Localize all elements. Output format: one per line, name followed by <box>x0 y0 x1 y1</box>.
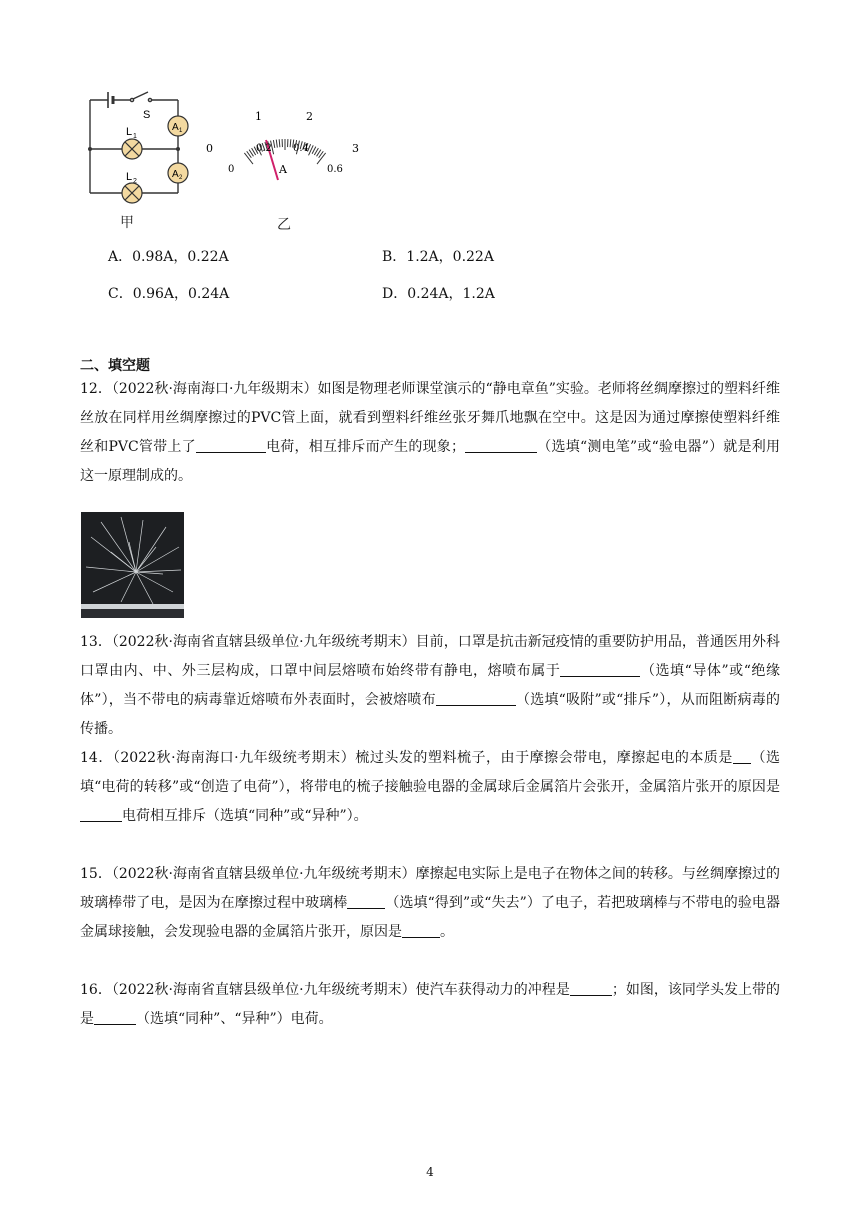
ammeter-dial <box>200 100 370 190</box>
meter-upper-tick-1: 1 <box>255 110 262 123</box>
svg-text:1: 1 <box>133 133 137 140</box>
meter-caption: 乙 <box>277 217 291 233</box>
meter-lower-tick-2: 0.4 <box>293 143 309 154</box>
section-title: 二、填空题 <box>80 358 150 374</box>
option-a: A．0.98A，0.22A <box>108 249 229 265</box>
ammeter1-label: A <box>172 122 179 133</box>
question-15: 15．（2022秋·海南省直辖县级单位·九年级统考期末）摩擦起电实际上是电子在物体之间的转移。与丝绸摩擦过的玻璃棒带了电，是因为在摩擦过程中玻璃棒 （选填“得到”或“失去”）了电子，若把玻璃棒与不带电的验电器金属球接触，会发现验电器的金属箔片张开，原因是 。 <box>80 866 780 940</box>
blank <box>465 438 537 453</box>
blank <box>436 691 516 706</box>
blank <box>196 438 266 453</box>
question-12: 12．（2022秋·海南海口·九年级期末）如图是物理老师课堂演示的“静电章鱼”实验。老师将丝绸摩擦过的塑料纤维丝放在同样用丝绸摩擦过的PVC管上面，就看到塑料纤维丝张牙舞爪地飘在空中。这是因为通过摩擦使塑料纤维丝和PVC管带上了 电荷，相互排斥而产生的现象； （选填“测电笔”或“验电器”）就是利用这一原理制成的。 <box>80 381 780 484</box>
blank <box>94 1010 136 1025</box>
blank <box>80 807 122 822</box>
svg-text:2: 2 <box>179 175 183 181</box>
blank <box>402 923 440 938</box>
page-number: 4 <box>426 1165 434 1179</box>
meter-lower-tick-3: 0.6 <box>327 164 343 175</box>
option-b: B．1.2A，0.22A <box>382 249 494 265</box>
svg-text:1: 1 <box>179 128 183 134</box>
meter-upper-tick-3: 3 <box>352 142 359 155</box>
blank <box>560 662 640 677</box>
question-16: 16．（2022秋·海南省直辖县级单位·九年级统考期末）使汽车获得动力的冲程是 ；如图，该同学头发上带的是 （选填“同种”、“异种”）电荷。 <box>80 982 781 1027</box>
lamp1-label: L <box>126 126 133 138</box>
meter-upper-tick-2: 2 <box>306 110 313 123</box>
blank <box>347 894 385 909</box>
blank <box>733 749 751 764</box>
circuit-caption: 甲 <box>120 215 134 231</box>
switch-label: S <box>143 109 151 121</box>
static-octopus-photo <box>81 512 184 618</box>
meter-tick <box>279 139 280 147</box>
option-d: D．0.24A，1.2A <box>382 286 495 302</box>
ammeter2-label: A <box>172 169 179 180</box>
question-14: 14．（2022秋·海南海口·九年级统考期末）梳过头发的塑料梳子，由于摩擦会带电，摩擦起电的本质是 （选填“电荷的转移”或“创造了电荷”），将带电的梳子接触验电器的金属球后金属箔片会张开，金属箔片张开的原因是电荷相互排斥（选填“同种”或“异种”）。 <box>80 750 781 824</box>
meter-lower-tick-0: 0 <box>228 164 235 175</box>
meter-tick <box>290 139 291 147</box>
meter-upper-tick-0: 0 <box>206 142 213 155</box>
meter-tick <box>276 140 277 148</box>
meter-lower-tick-1: 0.2 <box>256 143 272 154</box>
lamp2-label: L <box>126 171 133 183</box>
meter-tick <box>273 140 274 148</box>
question-13: 13．（2022秋·海南省直辖县级单位·九年级统考期末）目前，口罩是抗击新冠疫情的重要防护用品，普通医用外科口罩由内、中、外三层构成，口罩中间层熔喷布始终带有静电，熔喷布属于 （选填“导体”或“绝缘体”），当不带电的病毒靠近熔喷布外表面时，会被熔喷布 （选填“吸附”或“排斥”），从而阻断病毒的传播。 <box>80 634 780 737</box>
circuit-diagram <box>80 88 200 228</box>
option-c: C．0.96A，0.24A <box>108 286 230 302</box>
svg-text:2: 2 <box>133 178 137 185</box>
meter-unit: A <box>279 163 287 176</box>
blank <box>570 981 612 996</box>
